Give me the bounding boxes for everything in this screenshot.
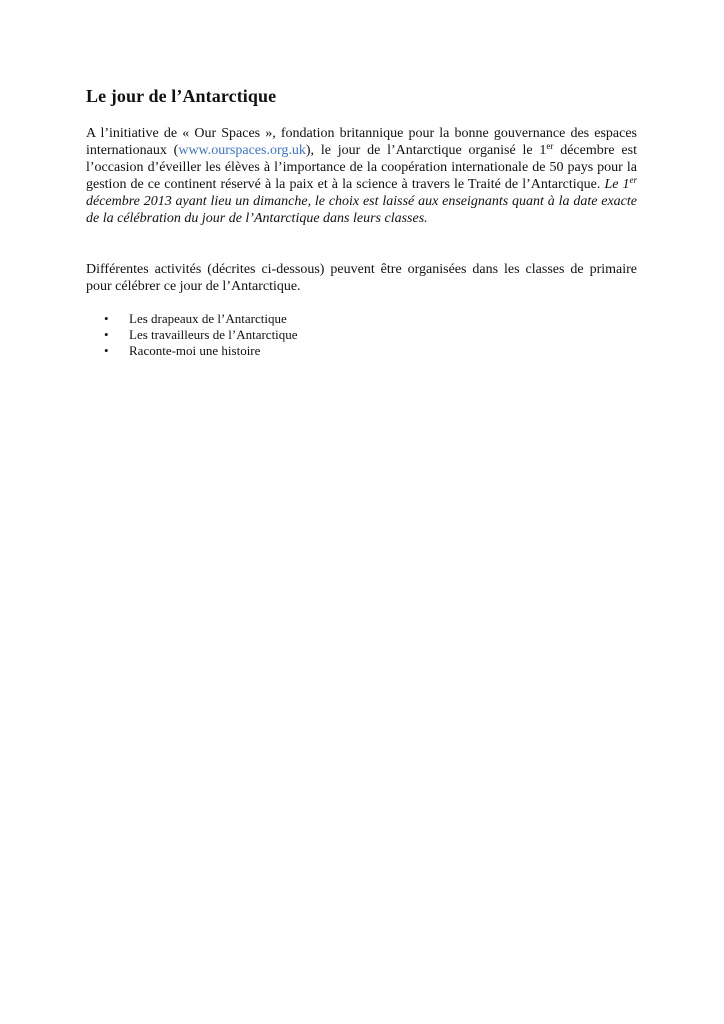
intro-text-part3: décembre est l’occasion d’éveiller les élèves à l’importance de la coopération internationale de 50 pays pour la gestion de ce continent réservé à la paix et à la science à travers le Traité de l’Antarctique. [86, 143, 637, 192]
document-title: Le jour de l’Antarctique [86, 86, 277, 106]
intro-text-part2: ), le jour de l’Antarctique organisé le 1 [305, 143, 547, 158]
bullet-icon: • [104, 311, 109, 326]
italic-note-part2: décembre 2013 ayant lieu un dimanche, le choix est laissé aux enseignants quant à la date exacte de la célébration du jour de l’Antarctique dans leurs classes. [86, 194, 637, 226]
list-item [86, 343, 637, 359]
ourspaces-link[interactable]: www.ourspaces.org.uk [178, 143, 306, 158]
italic-note-part1: Le 1 [604, 177, 630, 192]
ordinal-superscript: er [546, 141, 554, 151]
intro-paragraph [86, 125, 637, 227]
bullet-icon: • [104, 343, 109, 358]
activities-intro-paragraph: Différentes activités (décrites ci-dessous) peuvent être organisées dans les classes de primaire pour célébrer ce jour de l’Antarctique. [86, 262, 637, 294]
activity-label: Raconte-moi une histoire [129, 343, 261, 358]
bullet-icon: • [104, 327, 109, 342]
document-page [86, 82, 637, 359]
intro-text-part1: A l’initiative de « Our Spaces », fondation britannique pour la bonne gouvernance des espaces internationaux ( [86, 126, 637, 158]
activities-list [86, 311, 637, 359]
activity-label: Les drapeaux de l’Antarctique [129, 311, 287, 326]
list-item [86, 327, 637, 343]
activity-label: Les travailleurs de l’Antarctique [129, 327, 298, 342]
italic-ordinal-superscript: er [629, 175, 638, 185]
list-item [86, 311, 637, 327]
